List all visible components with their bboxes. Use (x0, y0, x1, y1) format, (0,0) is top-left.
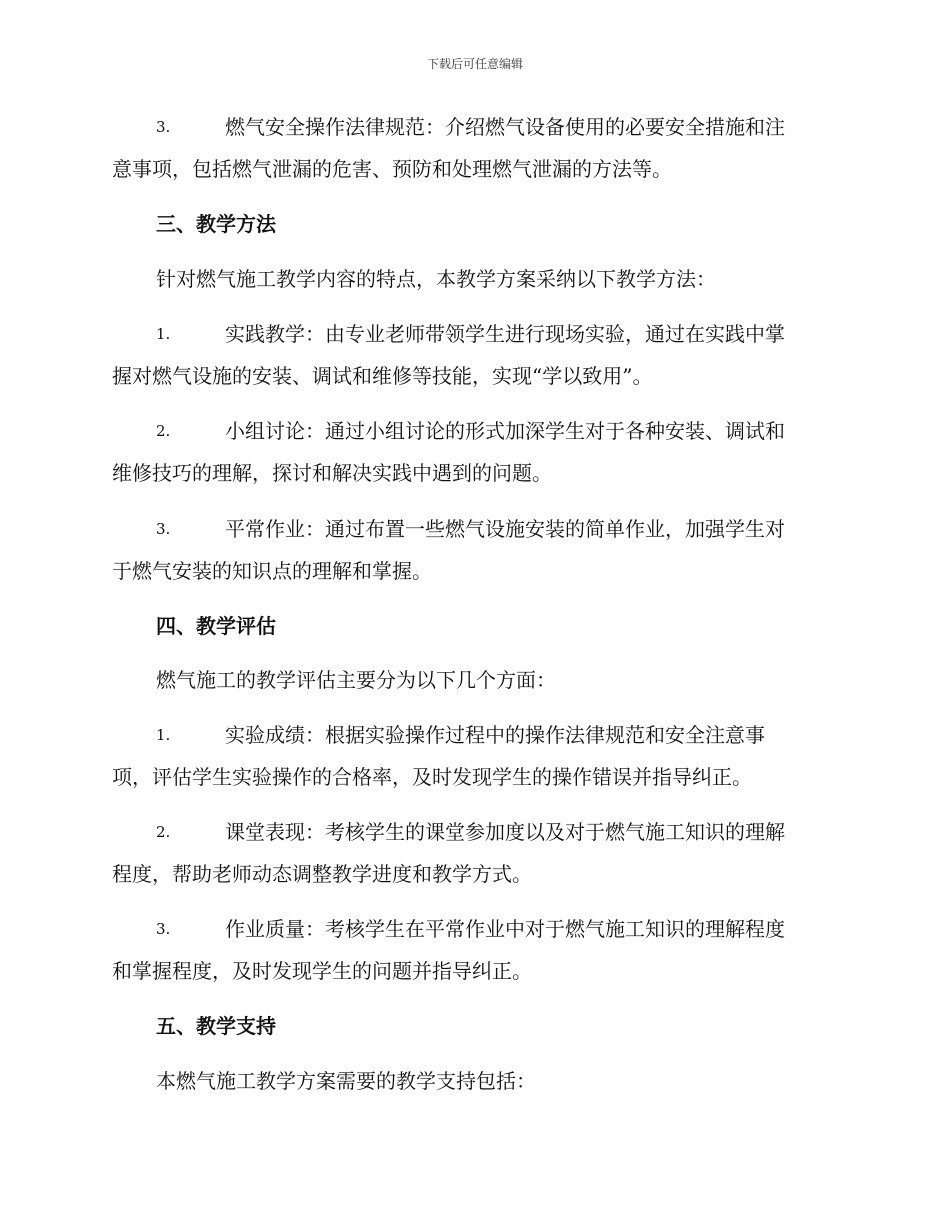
list-item-text: 作业质量：考核学生在平常作业中对于燃气施工知识的理解程度 (225, 917, 785, 941)
paragraph: 针对燃气施工教学内容的特点，本教学方案采纳以下教学方法： (156, 267, 716, 291)
list-item-text: 平常作业：通过布置一些燃气设施安装的简单作业，加强学生对 (225, 517, 785, 541)
list-item-text: 于燃气安装的知识点的理解和掌握。 (112, 559, 432, 583)
page-header: 下载后可任意编辑 (426, 57, 523, 71)
list-item-text: 实验成绩：根据实验操作过程中的操作法律规范和安全注意事 (225, 723, 765, 747)
list-item-text: 小组讨论：通过小组讨论的形式加深学生对于各种安装、调试和 (225, 419, 785, 443)
section-heading: 五、教学支持 (156, 1014, 276, 1038)
list-item-text: 课堂表现：考核学生的课堂参加度以及对于燃气施工知识的理解 (225, 820, 785, 844)
list-number: 3. (156, 520, 171, 538)
list-item-text: 维修技巧的理解，探讨和解决实践中遇到的问题。 (112, 461, 552, 485)
list-number: 3. (156, 920, 171, 938)
list-item-text: 项，评估学生实验操作的合格率，及时发现学生的操作错误并指导纠正。 (112, 765, 752, 789)
list-item-text: 和掌握程度，及时发现学生的问题并指导纠正。 (112, 959, 532, 983)
paragraph: 本燃气施工教学方案需要的教学支持包括： (156, 1069, 536, 1093)
paragraph: 燃气施工的教学评估主要分为以下几个方面： (156, 668, 556, 692)
section-heading: 四、教学评估 (156, 614, 276, 638)
list-item-text: 握对燃气设施的安装、调试和维修等技能，实现“学以致用”。 (112, 364, 653, 388)
list-item-text: 意事项，包括燃气泄漏的危害、预防和处理燃气泄漏的方法等。 (112, 157, 672, 181)
list-number: 2. (156, 422, 171, 440)
list-number: 1. (156, 325, 171, 343)
list-number: 1. (156, 726, 171, 744)
list-item-text: 燃气安全操作法律规范：介绍燃气设备使用的必要安全措施和注 (225, 115, 785, 139)
list-item-text: 实践教学：由专业老师带领学生进行现场实验，通过在实践中掌 (225, 322, 785, 346)
list-number: 3. (156, 118, 171, 136)
list-number: 2. (156, 823, 171, 841)
section-heading: 三、教学方法 (156, 212, 276, 236)
list-item-text: 程度，帮助老师动态调整教学进度和教学方式。 (112, 862, 532, 886)
